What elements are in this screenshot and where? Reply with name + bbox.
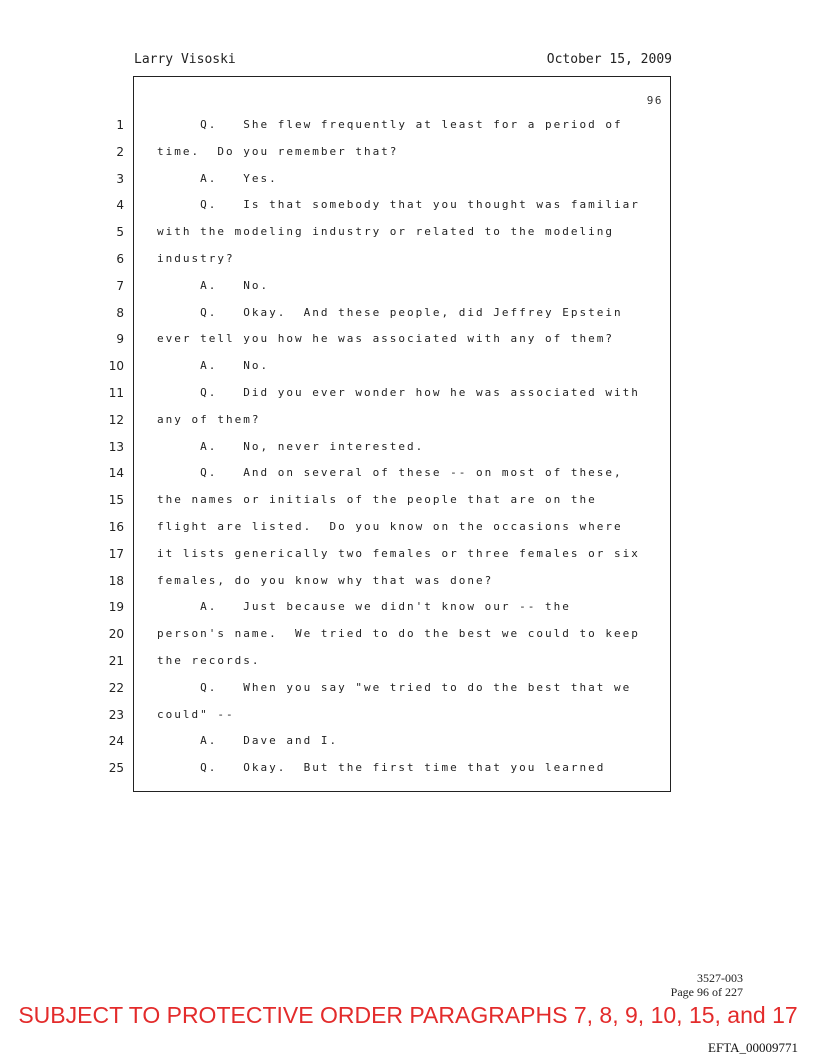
document-id: EFTA_00009771 — [708, 1040, 798, 1055]
line-text: ever tell you how he was associated with any of them? — [157, 332, 614, 346]
line-number: 11 — [108, 385, 124, 400]
line-text: any of them? — [157, 412, 261, 426]
transcript-line — [0, 382, 816, 409]
line-text: with the modeling industry or related to the modeling — [157, 225, 614, 239]
line-text: A. No, never interested. — [157, 439, 425, 453]
line-number: 8 — [116, 305, 124, 320]
line-text: time. Do you remember that? — [157, 144, 399, 158]
line-text: Q. She flew frequently at least for a period of — [157, 118, 623, 131]
line-number: 18 — [108, 573, 124, 588]
transcript-line — [0, 677, 816, 704]
line-text: Q. Okay. But the first time that you learned — [157, 761, 606, 775]
line-text: A. Dave and I. — [157, 734, 339, 748]
transcript-page-number: 96 — [646, 94, 663, 107]
transcript-line — [0, 221, 816, 248]
transcript-line — [0, 543, 816, 570]
line-number: 6 — [116, 251, 124, 266]
line-text: industry? — [157, 251, 235, 265]
line-number: 7 — [116, 278, 124, 293]
transcript-line — [0, 436, 816, 463]
transcript-line — [0, 355, 816, 382]
line-number: 15 — [108, 493, 124, 508]
protective-order-notice: SUBJECT TO PROTECTIVE ORDER PARAGRAPHS 7, 8, 9, 10, 15, and 17 — [18, 1002, 798, 1028]
transcript-line — [0, 141, 816, 168]
line-number: 17 — [108, 546, 124, 561]
transcript-line — [0, 114, 816, 141]
line-number: 3 — [116, 171, 124, 186]
line-number: 19 — [108, 600, 124, 615]
transcript-line — [0, 623, 816, 650]
transcript-line — [0, 757, 816, 784]
transcript-line — [0, 489, 816, 516]
line-number: 22 — [108, 680, 124, 695]
line-text: Q. Did you ever wonder how he was associated with — [157, 385, 640, 399]
line-number: 2 — [116, 144, 124, 159]
line-number: 23 — [108, 707, 124, 722]
line-text: females, do you know why that was done? — [157, 573, 494, 587]
line-text: A. No. — [157, 359, 270, 373]
line-number: 5 — [116, 225, 124, 240]
transcript-line — [0, 409, 816, 436]
transcript-line — [0, 570, 816, 597]
line-text: could" -- — [157, 707, 235, 721]
transcript-line — [0, 302, 816, 329]
transcript-line — [0, 168, 816, 195]
line-number: 25 — [108, 761, 124, 776]
line-text: flight are listed. Do you know on the occasions where — [157, 519, 623, 533]
line-text: person's name. We tried to do the best we could to keep — [157, 627, 640, 641]
bates-page: Page 96 of 227 — [670, 985, 743, 999]
transcript-line — [0, 650, 816, 677]
line-text: A. Just because we didn't know our -- the — [157, 600, 571, 614]
line-text: the records. — [157, 653, 261, 667]
line-text: Q. Is that somebody that you thought was familiar — [157, 198, 640, 212]
line-number: 10 — [108, 359, 124, 374]
transcript-line — [0, 516, 816, 543]
line-text: A. No. — [157, 278, 270, 292]
line-number: 13 — [108, 439, 124, 454]
transcript-line — [0, 248, 816, 275]
bates-number: 3527-003 — [697, 971, 743, 985]
line-text: Q. When you say "we tried to do the best that we — [157, 680, 632, 694]
line-text: A. Yes. — [157, 171, 278, 185]
deponent-name: Larry Visoski — [134, 52, 236, 67]
line-number: 12 — [108, 412, 124, 427]
line-number: 14 — [108, 466, 124, 481]
transcript-line — [0, 730, 816, 757]
line-text: the names or initials of the people that are on the — [157, 493, 597, 507]
line-number: 21 — [108, 653, 124, 668]
line-number: 24 — [108, 734, 124, 749]
line-text: Q. And on several of these -- on most of these, — [157, 466, 623, 480]
transcript-lines — [0, 114, 816, 784]
transcript-line — [0, 194, 816, 221]
line-number: 1 — [116, 118, 124, 132]
line-text: Q. Okay. And these people, did Jeffrey Epstein — [157, 305, 623, 319]
line-number: 4 — [116, 198, 124, 213]
transcript-line — [0, 462, 816, 489]
line-number: 20 — [108, 627, 124, 642]
transcript-line — [0, 704, 816, 731]
deposition-date: October 15, 2009 — [546, 52, 672, 67]
line-number: 9 — [116, 332, 124, 347]
line-number: 16 — [108, 519, 124, 534]
transcript-line — [0, 328, 816, 355]
line-text: it lists generically two females or three females or six — [157, 546, 640, 560]
transcript-line — [0, 275, 816, 302]
transcript-line — [0, 596, 816, 623]
